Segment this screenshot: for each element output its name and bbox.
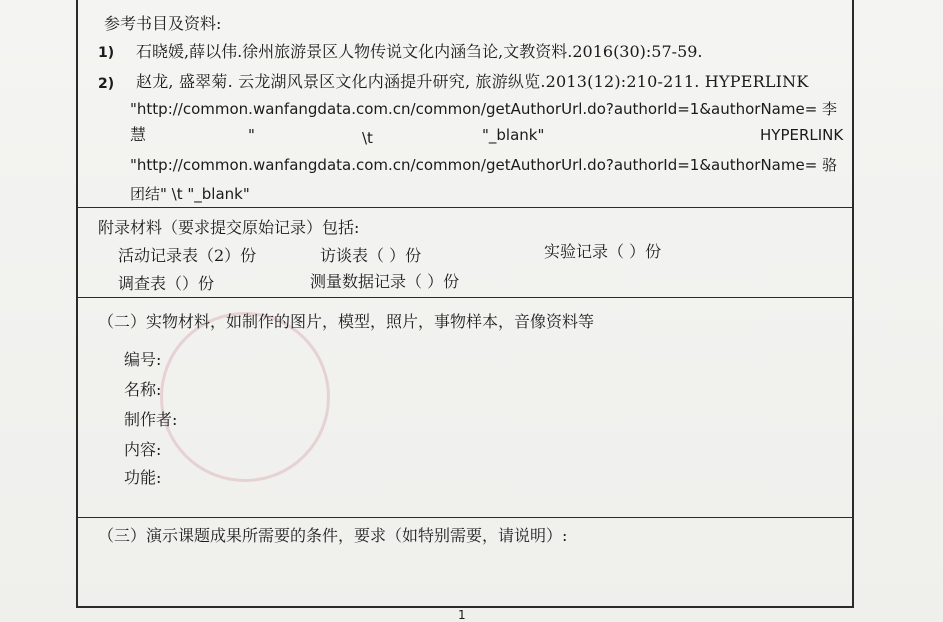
field-maker-label: 制作者: xyxy=(124,410,178,429)
field-name-label: 名称: xyxy=(124,380,162,399)
reference-line: " xyxy=(248,126,255,144)
appendix-item: 调查表（）份 xyxy=(118,274,215,293)
conditions-heading: （三）演示课题成果所需要的条件，要求（如特别需要，请说明）: xyxy=(98,526,568,545)
field-content-label: 内容: xyxy=(124,440,162,459)
reference-line: "http://common.wanfangdata.com.cn/common/getAuthorUrl.do?authorId=1&authorName= 骆 xyxy=(130,156,838,174)
references-heading: 参考书目及资料: xyxy=(104,14,222,33)
field-number-label: 编号: xyxy=(124,350,162,369)
reference-line: "http://common.wanfangdata.com.cn/common/getAuthorUrl.do?authorId=1&authorName= 李 xyxy=(130,100,838,118)
appendix-item: 活动记录表（2）份 xyxy=(118,246,257,265)
references-section xyxy=(78,0,852,208)
reference-number: 1) xyxy=(98,45,115,61)
appendix-section xyxy=(78,208,852,298)
reference-line: 石晓媛,薛以伟.徐州旅游景区人物传说文化内涵刍论,文教资料.2016(30):57-59. xyxy=(136,42,703,61)
field-function-label: 功能: xyxy=(124,468,162,487)
appendix-item: 测量数据记录（ ）份 xyxy=(310,272,460,291)
conditions-section xyxy=(78,518,852,606)
reference-line: "_blank" xyxy=(482,126,545,144)
form-table xyxy=(76,0,854,608)
appendix-item: 实验记录（ ）份 xyxy=(544,242,662,261)
appendix-heading: 附录材料（要求提交原始记录）包括: xyxy=(98,218,360,237)
appendix-item: 访谈表（ ）份 xyxy=(320,246,422,265)
reference-line: 慧 xyxy=(130,125,147,144)
reference-line: 团结" \t "_blank" xyxy=(130,185,250,203)
page-number: 1 xyxy=(458,608,466,622)
reference-line: HYPERLINK xyxy=(760,126,844,144)
reference-line: \t xyxy=(362,129,373,147)
reference-number: 2) xyxy=(98,76,115,92)
reference-line: 赵龙, 盛翠菊. 云龙湖风景区文化内涵提升研究, 旅游纵览.2013(12):210-211. HYPERLINK xyxy=(136,72,809,91)
physical-materials-section xyxy=(78,298,852,518)
physical-heading: （二）实物材料，如制作的图片，模型，照片，事物样本，音像资料等 xyxy=(98,312,595,331)
